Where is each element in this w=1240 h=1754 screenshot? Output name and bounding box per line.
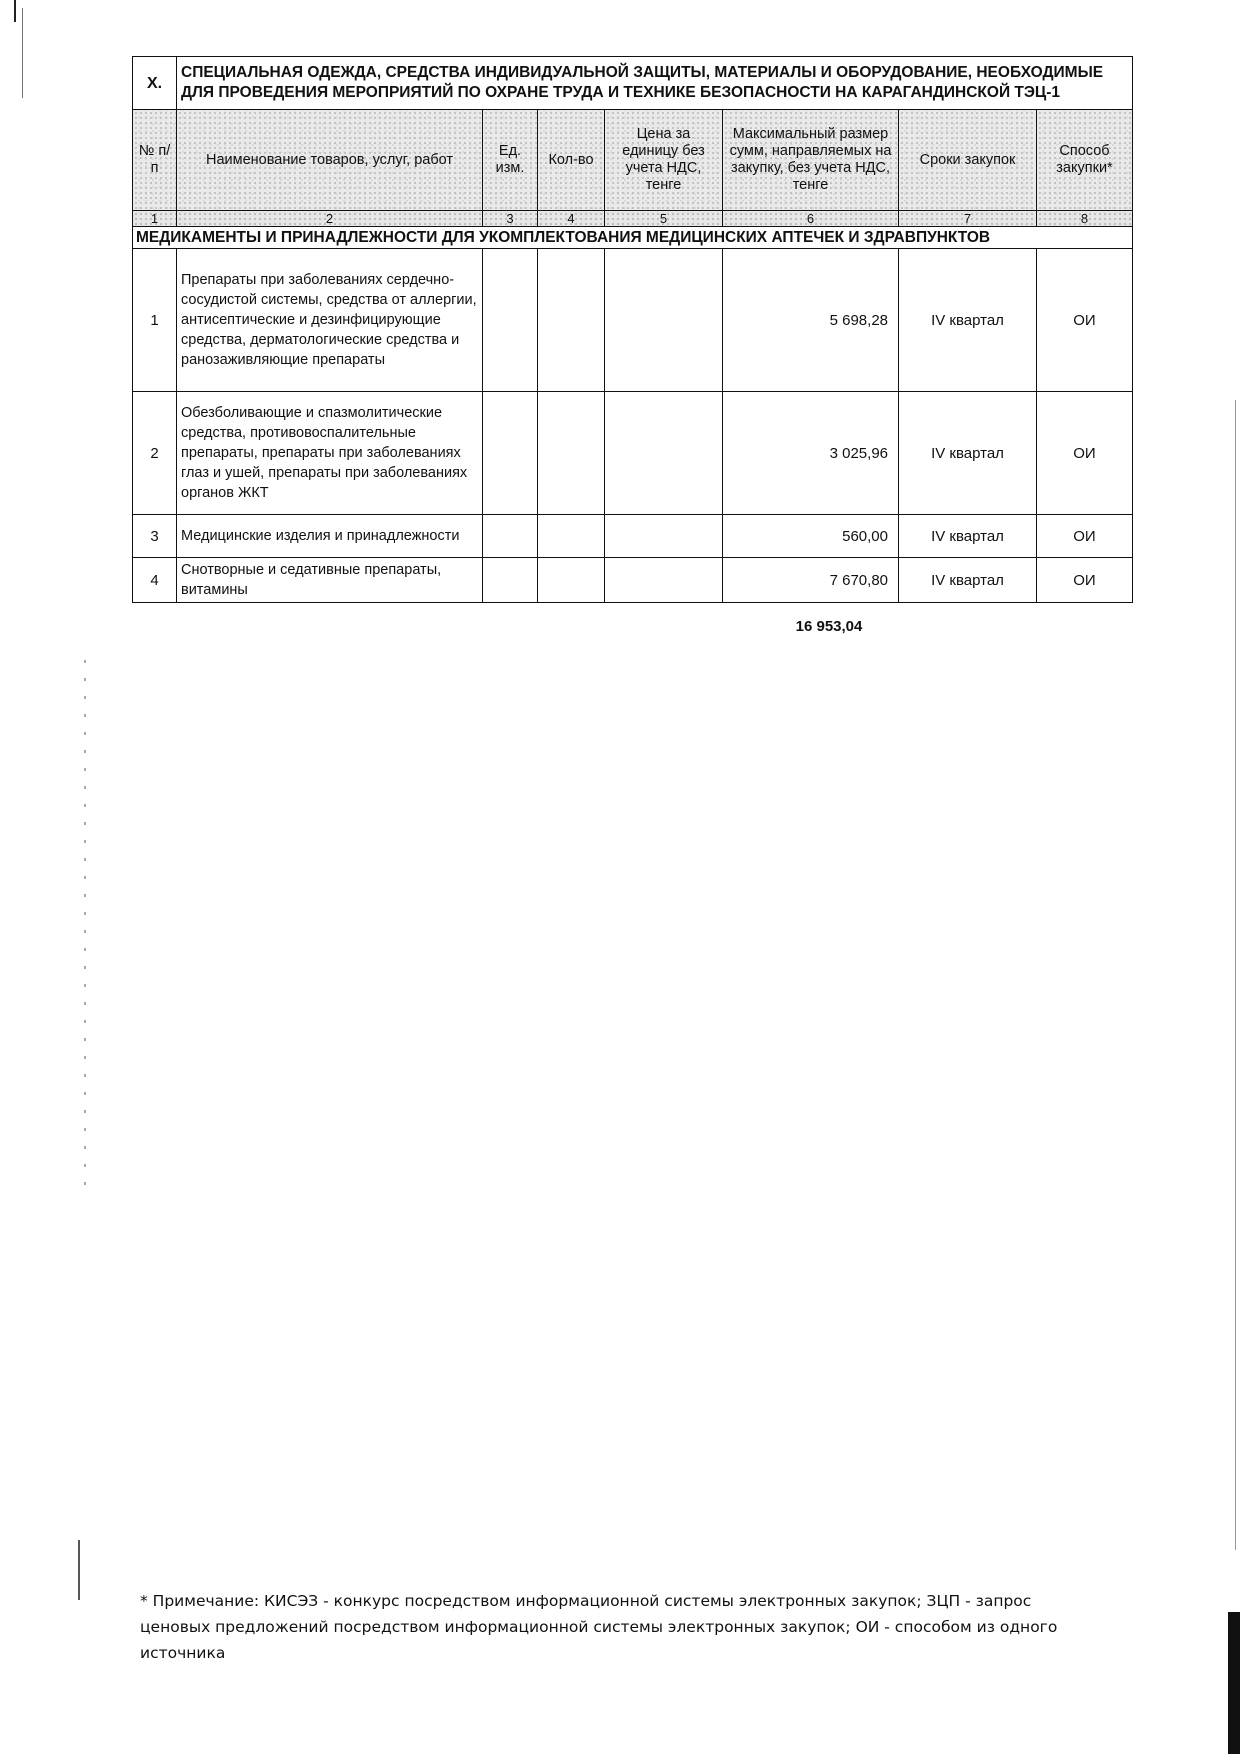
- item-name: Препараты при заболеваниях сердечно-сосудистой системы, средства от аллергии, антисептические и дезинфицирующие средства, дерматологические средства и ранозаживляющие препараты: [177, 249, 483, 392]
- item-unit: [483, 249, 538, 392]
- item-qty: [538, 249, 605, 392]
- column-number: 5: [605, 211, 723, 227]
- column-number: 4: [538, 211, 605, 227]
- header-sum: Максимальный размер сумм, направляемых на закупку, без учета НДС, тенге: [723, 110, 899, 211]
- footnote: * Примечание: КИСЭЗ - конкурс посредством информационной системы электронных закупок; ЗЦП - запрос ценовых предложений посредством информационной системы электронных закупок; ОИ - способом из одного источника: [140, 1592, 1058, 1662]
- section-number: X.: [133, 57, 177, 110]
- header-name: Наименование товаров, услуг, работ: [177, 110, 483, 211]
- table-row: [133, 392, 1133, 515]
- scan-mark: [22, 8, 23, 98]
- column-number: 7: [899, 211, 1037, 227]
- total-sum: 16 953,04: [795, 618, 863, 635]
- column-number: 8: [1037, 211, 1133, 227]
- header-method: Способ закупки*: [1037, 110, 1133, 211]
- item-term: IV квартал: [899, 515, 1037, 558]
- item-term: IV квартал: [899, 249, 1037, 392]
- item-name: Обезболивающие и спазмолитические средства, противовоспалительные препараты, препараты при заболеваниях глаз и ушей, препараты при заболеваниях органов ЖКТ: [177, 392, 483, 515]
- item-qty: [538, 515, 605, 558]
- scan-mark: [1235, 400, 1236, 1550]
- row-number: 2: [133, 392, 177, 515]
- item-method: ОИ: [1037, 515, 1133, 558]
- procurement-table: [132, 56, 1133, 603]
- column-number: 2: [177, 211, 483, 227]
- row-number: 3: [133, 515, 177, 558]
- section-title: СПЕЦИАЛЬНАЯ ОДЕЖДА, СРЕДСТВА ИНДИВИДУАЛЬНОЙ ЗАЩИТЫ, МАТЕРИАЛЫ И ОБОРУДОВАНИЕ, НЕОБХОДИМЫЕ ДЛЯ ПРОВЕДЕНИЯ МЕРОПРИЯТИЙ ПО ОХРАНЕ ТРУДА И ТЕХНИКЕ БЕЗОПАСНОСТИ НА КАРАГАНДИНСКОЙ ТЭЦ-1: [177, 57, 1133, 110]
- item-sum: 7 670,80: [723, 558, 899, 603]
- column-number: 1: [133, 211, 177, 227]
- column-header-row: [133, 110, 1133, 211]
- item-price: [605, 392, 723, 515]
- item-price: [605, 558, 723, 603]
- item-price: [605, 515, 723, 558]
- scan-dots: [84, 660, 86, 1200]
- scan-mark: [14, 0, 16, 22]
- item-sum: 560,00: [723, 515, 899, 558]
- item-sum: 3 025,96: [723, 392, 899, 515]
- item-unit: [483, 558, 538, 603]
- header-price: Цена за единицу без учета НДС, тенге: [605, 110, 723, 211]
- item-sum: 5 698,28: [723, 249, 899, 392]
- column-number: 6: [723, 211, 899, 227]
- header-num: № п/п: [133, 110, 177, 211]
- item-name: Медицинские изделия и принадлежности: [177, 515, 483, 558]
- item-name: Снотворные и седативные препараты, витамины: [177, 558, 483, 603]
- item-term: IV квартал: [899, 392, 1037, 515]
- item-term: IV квартал: [899, 558, 1037, 603]
- item-qty: [538, 558, 605, 603]
- scan-mark: [78, 1540, 80, 1600]
- scan-edge-mark: [1228, 1612, 1240, 1754]
- row-number: 1: [133, 249, 177, 392]
- item-method: ОИ: [1037, 392, 1133, 515]
- column-number: 3: [483, 211, 538, 227]
- table-row: [133, 249, 1133, 392]
- header-term: Сроки закупок: [899, 110, 1037, 211]
- item-unit: [483, 515, 538, 558]
- column-number-row: [133, 211, 1133, 227]
- section-header-row: [133, 57, 1133, 110]
- item-unit: [483, 392, 538, 515]
- row-number: 4: [133, 558, 177, 603]
- item-method: ОИ: [1037, 249, 1133, 392]
- item-qty: [538, 392, 605, 515]
- item-price: [605, 249, 723, 392]
- table-row: [133, 515, 1133, 558]
- group-title: МЕДИКАМЕНТЫ И ПРИНАДЛЕЖНОСТИ ДЛЯ УКОМПЛЕКТОВАНИЯ МЕДИЦИНСКИХ АПТЕЧЕК И ЗДРАВПУНКТОВ: [133, 227, 1133, 249]
- group-header-row: [133, 227, 1133, 249]
- header-qty: Кол-во: [538, 110, 605, 211]
- table-row: [133, 558, 1133, 603]
- item-method: ОИ: [1037, 558, 1133, 603]
- header-unit: Ед. изм.: [483, 110, 538, 211]
